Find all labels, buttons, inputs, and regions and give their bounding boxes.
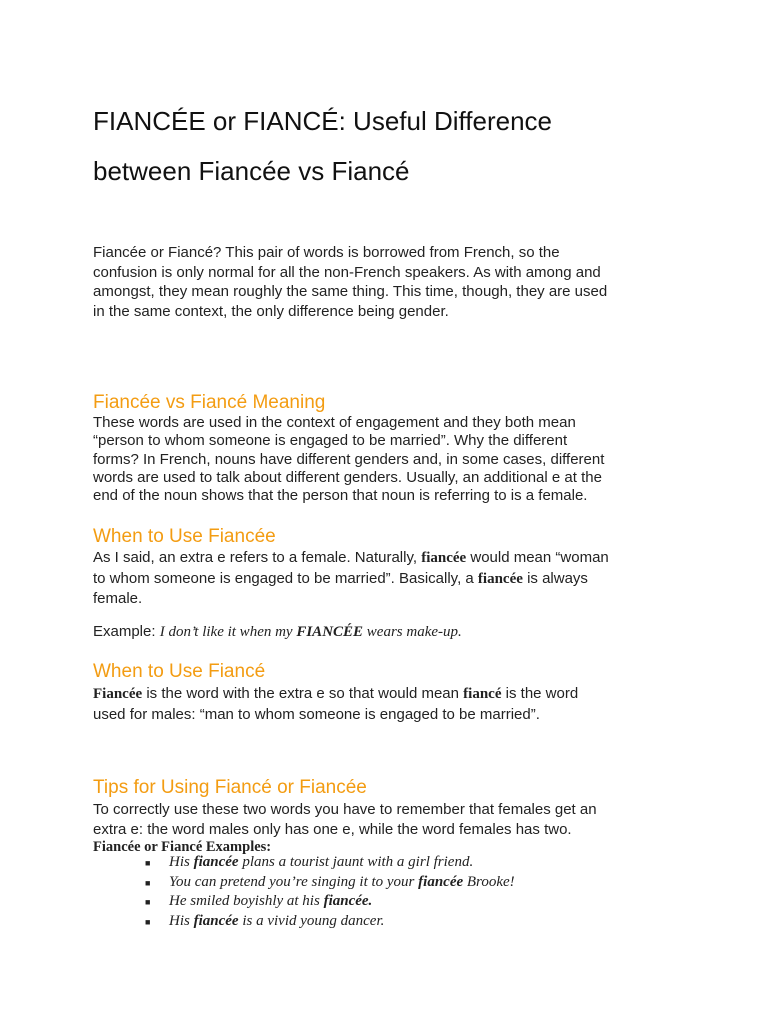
title-line-2: between Fiancée vs Fiancé <box>93 156 410 186</box>
text-run: You can pretend you’re singing it to your <box>169 873 419 890</box>
list-item <box>145 853 515 873</box>
fiance-paragraph <box>93 684 683 724</box>
text-run: used for males: “man to whom someone is engaged to be married”. <box>93 705 540 723</box>
among-and-link[interactable]: among and <box>525 263 601 281</box>
fiancee-example <box>93 622 683 643</box>
term-fiancee: Fiancée <box>93 686 143 702</box>
page-title <box>93 96 733 196</box>
term-fiancee: fiancée. <box>323 893 373 909</box>
term-fiancee: fiancée <box>418 873 464 890</box>
text-run: He smiled boyishly at his <box>169 893 324 909</box>
meaning-line: These words are used in the context of engagement and they both mean <box>93 414 576 431</box>
list-item <box>145 873 515 893</box>
text-run: would mean “woman <box>466 549 609 566</box>
example-text: I don’t like it when my <box>159 624 297 640</box>
intro-line: , they mean roughly the same thing. This time, though, they are used <box>150 283 608 300</box>
bullet-square-icon: ■ <box>145 858 151 868</box>
bullet-square-icon: ■ <box>145 897 151 907</box>
text-run: is the word with the extra e so that would mean <box>142 685 464 702</box>
text-run: His <box>169 854 194 870</box>
intro-line: in the same context, the only difference being gender. <box>93 302 449 320</box>
list-item <box>145 892 515 912</box>
meaning-line: forms? In French, nouns have different genders and, in some cases, different <box>93 450 605 468</box>
examples-list <box>145 853 515 931</box>
text-run: As I said, an extra e refers to a female. Naturally, <box>93 549 422 566</box>
term-fiance: fiancé <box>463 686 502 702</box>
examples-label: Fiancée or Fiancé Examples: <box>93 839 272 855</box>
text-run: is always <box>522 569 588 587</box>
heading-tips: Tips for Using Fiancé or Fiancée <box>93 777 367 798</box>
fiancee-paragraph <box>93 548 683 609</box>
text-run: His <box>169 912 194 929</box>
meaning-paragraph <box>93 414 683 505</box>
tips-paragraph <box>93 800 683 839</box>
term-fiancee: fiancée <box>193 912 239 929</box>
bullet-square-icon: ■ <box>145 916 151 927</box>
meaning-line: “person to whom someone is engaged to be married”. Why the different <box>93 432 568 450</box>
text-run: Brooke! <box>463 873 515 890</box>
example-text: wears make-up. <box>363 624 462 640</box>
meaning-line: words are used to talk about different genders. Usually, an additional e at the <box>93 468 602 486</box>
example-term: FIANCÉE <box>296 624 364 640</box>
heading-meaning: Fiancée vs Fiancé Meaning <box>93 392 326 413</box>
text-run: is a vivid young dancer. <box>238 912 385 929</box>
list-item <box>145 912 515 932</box>
amongst-link[interactable]: amongst <box>93 283 151 300</box>
intro-line: Fiancée or Fiancé? This pair of words is borrowed from French, so the <box>93 244 560 261</box>
title-line-1: FIANCÉE or FIANCÉ: Useful Difference <box>93 106 552 136</box>
term-fiancee: fiancée <box>193 854 239 870</box>
heading-when-fiancee: When to Use Fiancée <box>93 526 276 547</box>
meaning-line: end of the noun shows that the person that noun is referring to is a female. <box>93 487 588 505</box>
bullet-square-icon: ■ <box>145 877 151 888</box>
text-run: plans a tourist jaunt with a girl friend. <box>238 854 474 870</box>
example-label: Example: <box>93 623 160 640</box>
tips-line: To correctly use these two words you have to remember that females get an <box>93 801 597 818</box>
intro-paragraph <box>93 243 683 321</box>
intro-line: confusion is only normal for all the non-French speakers. As with <box>93 263 526 281</box>
term-fiancee: fiancée <box>421 550 467 566</box>
text-run: to whom someone is engaged to be married”. Basically, a <box>93 569 478 587</box>
heading-when-fiance: When to Use Fiancé <box>93 661 266 682</box>
tips-line: extra e: the word males only has one e, while the word females has two. <box>93 820 572 838</box>
term-fiancee: fiancée <box>477 570 523 587</box>
text-run: is the word <box>501 685 579 702</box>
text-run: female. <box>93 590 143 607</box>
